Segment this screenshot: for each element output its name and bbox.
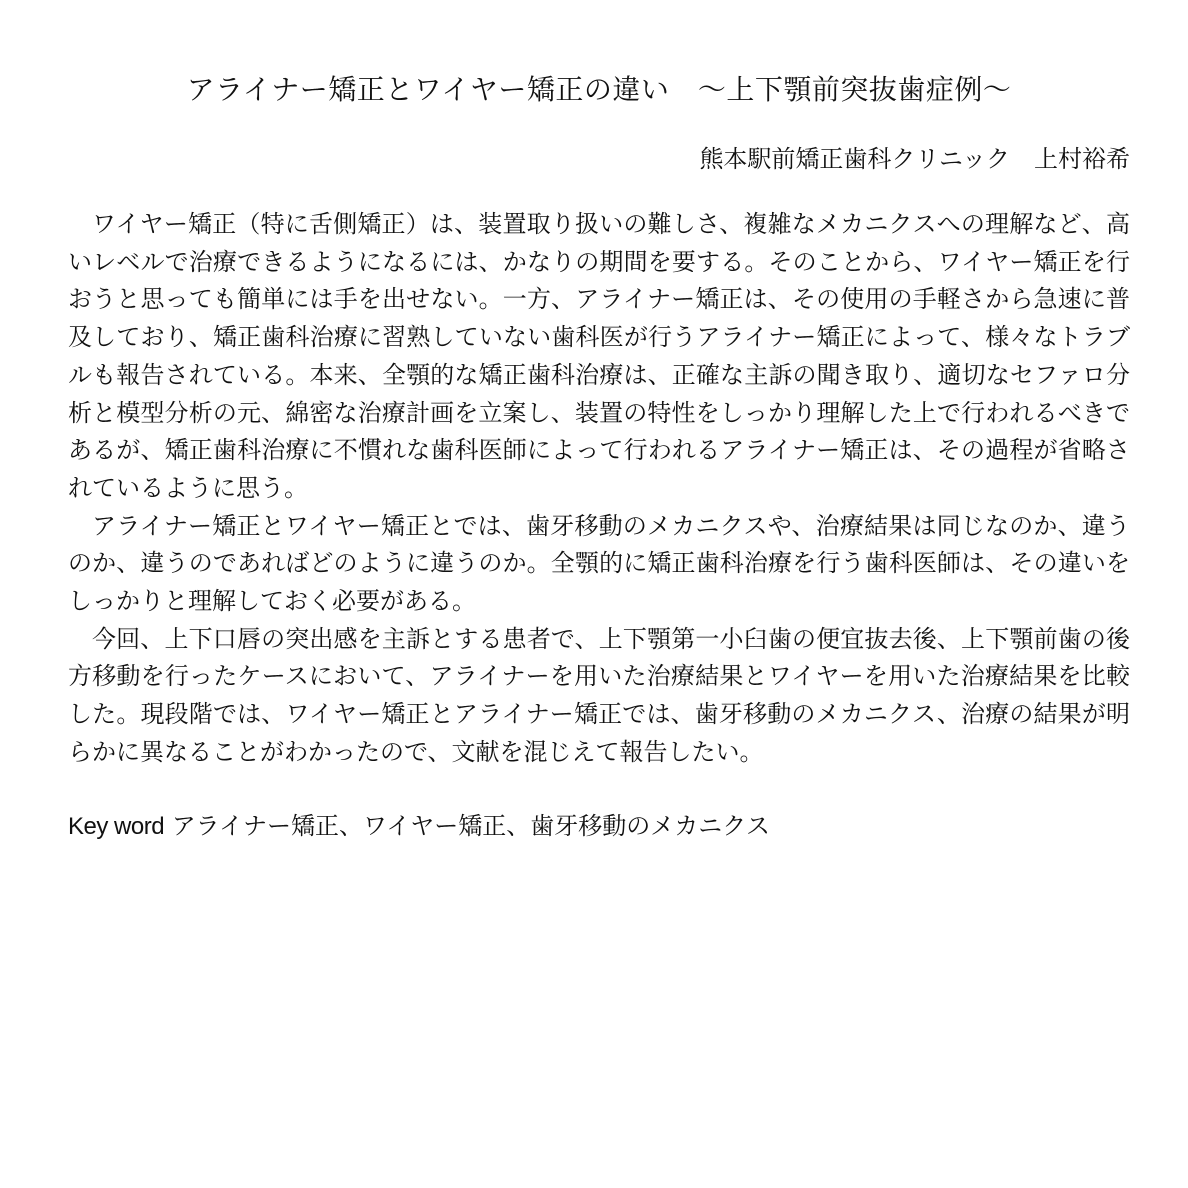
- keywords-line: [68, 808, 1130, 845]
- document-title: アライナー矯正とワイヤー矯正の違い 〜上下顎前突抜歯症例〜: [186, 73, 1012, 106]
- keywords-text: アライナー矯正、ワイヤー矯正、歯牙移動のメカニクス: [171, 811, 771, 840]
- paragraph-3: 今回、上下口唇の突出感を主訴とする患者で、上下顎第一小臼歯の便宜抜去後、上下顎前歯の後方移動を行ったケースにおいて、アライナーを用いた治療結果とワイヤーを用いた治療結果を比較した。現段階では、ワイヤー矯正とアライナー矯正では、歯牙移動のメカニクス、治療の結果が明らかに異なることがわかったので、文献を混じえて報告したい。: [68, 624, 1130, 766]
- paragraph-1: ワイヤー矯正（特に舌側矯正）は、装置取り扱いの難しさ、複雑なメカニクスへの理解など、高いレベルで治療できるようになるには、かなりの期間を要する。そのことから、ワイヤー矯正を行おうと思っても簡単には手を出せない。一方、アライナー矯正は、その使用の手軽さから急速に普及しており、矯正歯科治療に習熟していない歯科医が行うアライナー矯正によって、様々なトラブルも報告されている。本来、全顎的な矯正歯科治療は、正確な主訴の聞き取り、適切なセファロ分析と模型分析の元、綿密な治療計画を立案し、装置の特性をしっかり理解した上で行われるべきであるが、矯正歯科治療に不慣れな歯科医師によって行われるアライナー矯正は、その過程が省略されているように思う。: [68, 210, 1130, 502]
- keywords-label: Key word: [68, 812, 165, 840]
- abstract-page: [68, 70, 1130, 845]
- paragraph-2: アライナー矯正とワイヤー矯正とでは、歯牙移動のメカニクスや、治療結果は同じなのか、違うのか、違うのであればどのように違うのか。全顎的に矯正歯科治療を行う歯科医師は、その違いをしっかりと理解しておく必要がある。: [68, 511, 1130, 616]
- abstract-body: [68, 206, 1130, 772]
- author-line: 熊本駅前矯正歯科クリニック 上村裕希: [699, 145, 1130, 173]
